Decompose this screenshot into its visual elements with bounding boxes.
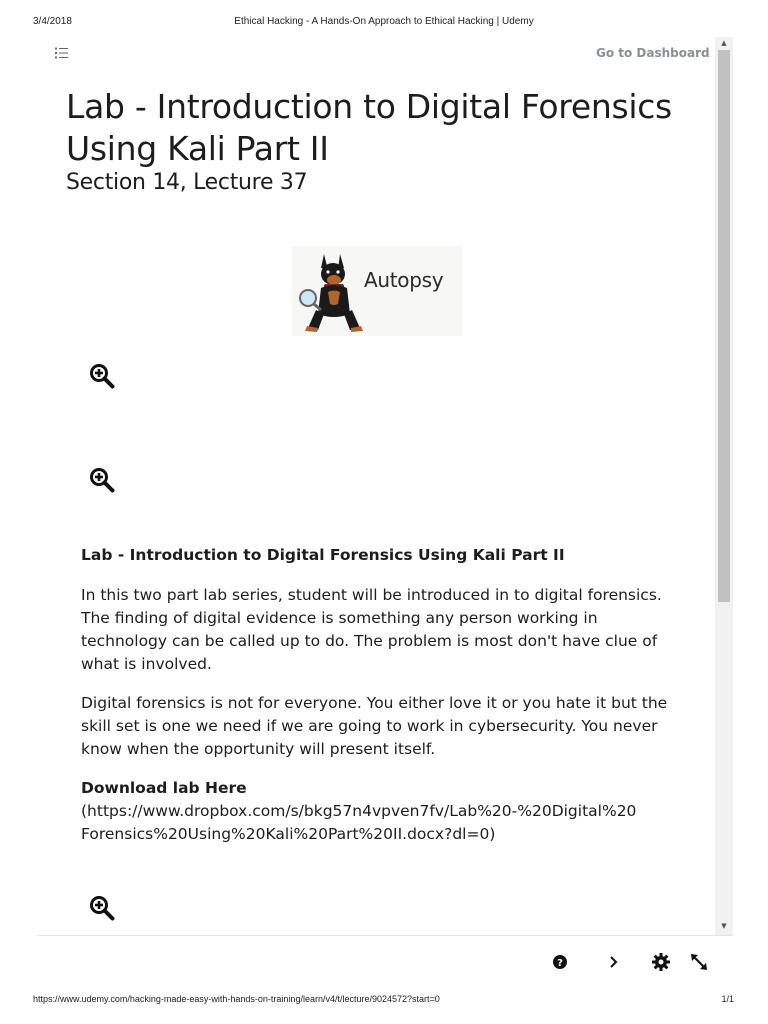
list-menu-icon[interactable] <box>54 46 70 60</box>
print-header <box>0 16 768 32</box>
zoom-in-icon[interactable] <box>89 467 115 493</box>
download-lab-link[interactable]: (https://www.dropbox.com/s/bkg57n4vpven7fv/Lab%20-%20Digital%20Forensics%20Using%20Kali%20Part%20II.docx?dl=0) <box>81 802 637 843</box>
article-paragraph: In this two part lab series, student will be introduced in to digital forensics. The finding of digital evidence is something any person working in technology can be called up to do. The problem is most don't have clue of what is involved. <box>81 586 662 673</box>
go-to-dashboard-link[interactable]: Go to Dashboard <box>596 46 710 60</box>
article-paragraph: Digital forensics is not for everyone. You either love it or you hate it but the skill set is one we need if we are going to work in cybersecurity. You never know when the opportunity will present itself. <box>81 694 668 758</box>
chevron-right-icon[interactable] <box>603 951 625 973</box>
print-page-title: Ethical Hacking - A Hands-On Approach to Ethical Hacking | Udemy <box>234 16 534 27</box>
toolbar-divider <box>37 935 733 936</box>
print-page-count: 1/1 <box>721 994 734 1004</box>
lecture-section: Section 14, Lecture 37 <box>66 170 308 195</box>
svg-text:?: ? <box>557 958 563 969</box>
scrollbar-thumb[interactable] <box>718 50 730 602</box>
logo-text: Autopsy <box>364 268 444 292</box>
download-lab-label: Download lab Here <box>81 779 247 797</box>
print-footer <box>0 994 768 1008</box>
scroll-up-arrow-icon[interactable]: ▲ <box>721 39 727 47</box>
zoom-in-icon[interactable] <box>89 895 115 921</box>
article-heading: Lab - Introduction to Digital Forensics Using Kali Part II <box>81 546 565 564</box>
article-content <box>81 544 681 846</box>
dog-mascot-icon <box>294 248 364 338</box>
expand-arrows-icon[interactable] <box>688 951 710 973</box>
zoom-in-icon[interactable] <box>89 363 115 389</box>
scroll-down-arrow-icon[interactable]: ▼ <box>721 922 727 930</box>
lecture-title: Lab - Introduction to Digital Forensics Using Kali Part II <box>66 87 672 168</box>
print-date: 3/4/2018 <box>33 16 72 27</box>
gear-icon[interactable] <box>650 951 672 973</box>
print-url: https://www.udemy.com/hacking-made-easy-with-hands-on-training/learn/v4/t/lecture/9024572?start=0 <box>33 994 440 1004</box>
autopsy-logo <box>292 246 462 336</box>
question-circle-icon[interactable] <box>549 951 571 973</box>
